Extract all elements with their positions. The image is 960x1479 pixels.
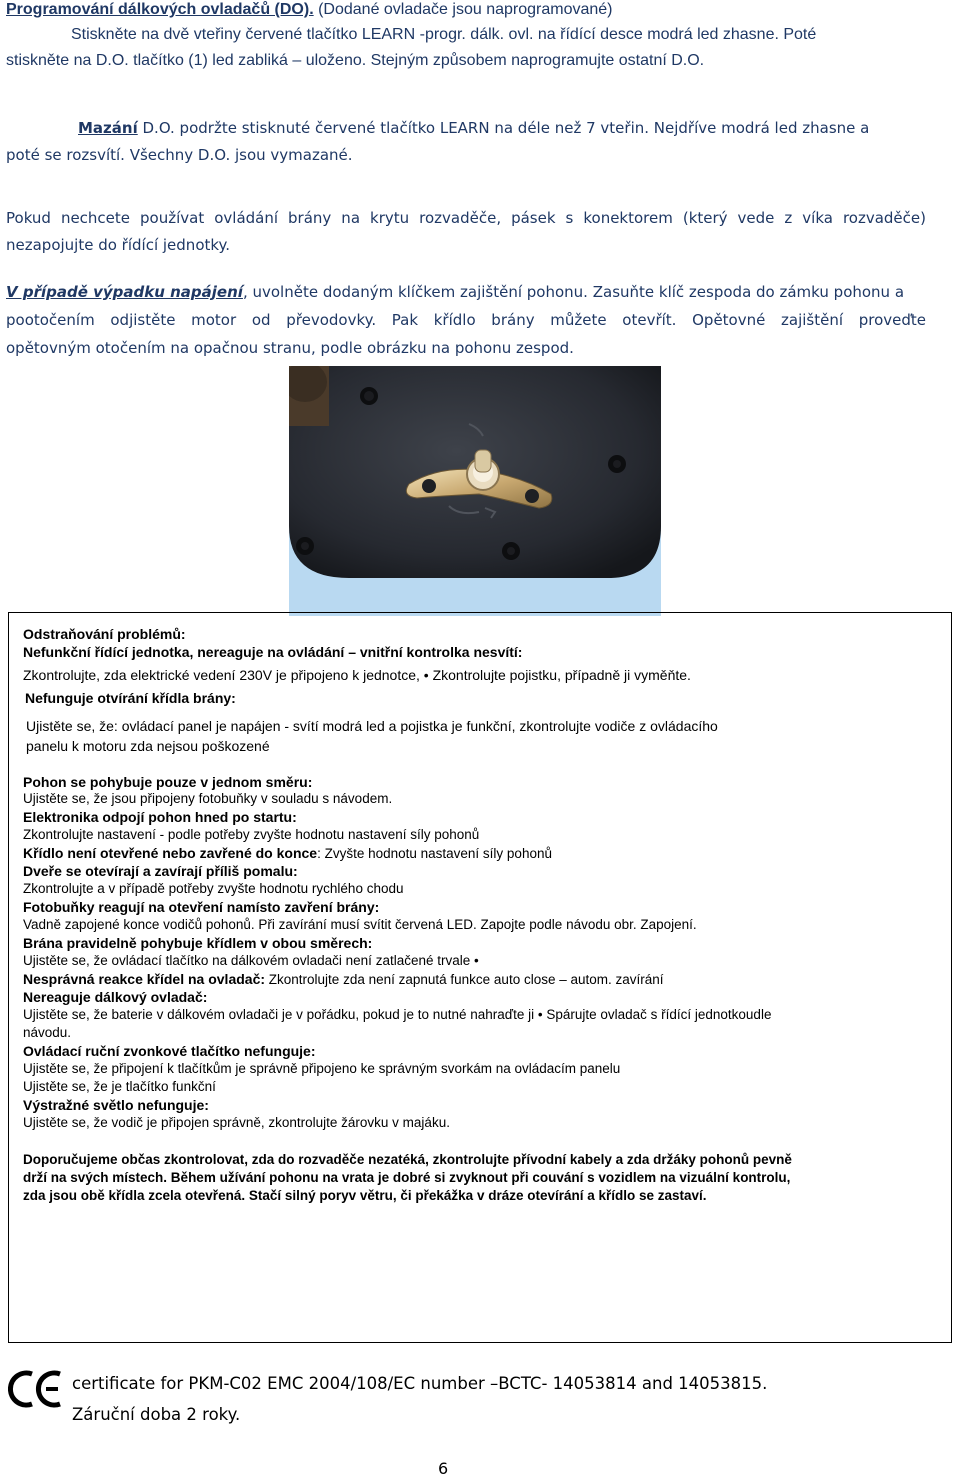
power-line-2: pootočením odjistěte motor od převodovky. Pak křídlo brány můžete otevřít. Opětovné zajištění proveďte (6, 311, 926, 329)
remote-title: Programování dálkových ovladačů (DO). (6, 1, 314, 18)
issue-bell-button-heading: Ovládací ruční zvonkové tlačítko nefunguje: (23, 1043, 316, 1059)
remote-title-line (6, 0, 613, 20)
recommendation-line-1: Doporučujeme občas zkontrolovat, zda do rozvaděče nezatéká, zkontrolujte přívodní kabely a zda držáky pohonů pevně (23, 1152, 792, 1167)
cover-line-2: nezapojujte do řídící jednotky. (6, 236, 231, 254)
cover-line-1: Pokud nechcete používat ovládání brány na krytu rozvaděče, pásek s konektorem (který vede z víka rozvaděče) (6, 209, 926, 227)
issue-not-fully-line (23, 844, 552, 863)
power-line-1 (6, 282, 904, 302)
issue-opening-text-2: panelu k motoru zda nejsou poškozené (26, 738, 270, 754)
recommendation-line-2: drží na svých místech. Během užívání pohonu na vrata je dobré si zvyknout při couvání s vozidlem na vizuální kontrolu, (23, 1170, 791, 1185)
issue-opening-text-1: Ujistěte se, že: ovládací panel je napájen - svítí modrá led a pojistka je funkční, zkontrolujte vodiče z ovládacího (26, 718, 718, 734)
remote-line-1: Stiskněte na dvě vteřiny červené tlačítko LEARN -progr. dálk. ovl. na řídící desce modrá led zhasne. Poté (71, 26, 817, 43)
issue-remote-text-1: Ujistěte se, že baterie v dálkovém ovladači je v pořádku, pokud je to nutné nahraďte ji • Spárujte ovladač s řídící jednotkoudle (23, 1007, 772, 1022)
issue-disconnect-heading: Elektronika odpojí pohon hned po startu: (23, 809, 297, 825)
issue-wrong-reaction-heading: Nesprávná reakce křídel na ovladač: (23, 971, 266, 987)
issue-slow-heading: Dveře se otevírají a zavírají příliš pomalu: (23, 863, 298, 879)
ce-mark-logo (8, 1368, 66, 1410)
issue-wrong-reaction-line (23, 970, 664, 989)
issue-remote-heading: Nereaguje dálkový ovladač: (23, 989, 208, 1005)
trouble-heading: Odstraňování problémů: (23, 626, 186, 642)
warranty-text: Záruční doba 2 roky. (72, 1405, 241, 1424)
issue-photocells-heading: Fotobuňky reagují na otevření namísto zavření brány: (23, 899, 380, 915)
remote-line-2: stiskněte na D.O. tlačítko (1) led zabliká – uloženo. Stejným způsobem naprogramujte ostatní D.O. (6, 52, 705, 69)
issue-not-fully-text: : Zvyšte hodnotu nastavení síly pohonů (317, 846, 552, 861)
page-number: 6 (438, 1459, 449, 1478)
ce-mark-icon (8, 1368, 66, 1410)
issue-not-fully-heading: Křídlo není otevřené nebo zavřené do konce (23, 845, 318, 861)
issue-warning-light-heading: Výstražné světlo nefunguje: (23, 1097, 209, 1113)
issue-bell-button-text-1: Ujistěte se, že připojení k tlačítkům je správně připojeno ke správným svorkám na ovládacím panelu (23, 1061, 621, 1076)
power-text: , uvolněte dodaným klíčkem zajištění pohonu. Zasuňte klíč zespoda do zámku pohonu a (242, 283, 905, 301)
power-line-3: opětovným otočením na opačnou stranu, podle obrázku na pohonu zespod. (6, 339, 574, 357)
erase-line-2: poté se rozsvítí. Všechny D.O. jsou vymazané. (6, 146, 353, 164)
motor-photo-image (289, 366, 661, 616)
issue-control-unit-heading: Nefunkční řídící jednotka, nereaguje na ovládání – vnitřní kontrolka nesvítí: (23, 644, 523, 660)
issue-both-directions-text: Ujistěte se, že ovládací tlačítko na dálkovém ovladači není zatlačené trvale • (23, 953, 479, 968)
motor-release-key-photo (289, 366, 661, 616)
erase-line-1 (78, 118, 869, 138)
issue-both-directions-heading: Brána pravidelně pohybuje křídlem v obou směrech: (23, 935, 373, 951)
issue-wrong-reaction-text: Zkontrolujte zda není zapnutá funkce auto close – autom. zavírání (265, 972, 664, 987)
issue-one-direction-heading: Pohon se pohybuje pouze v jednom směru: (23, 774, 313, 790)
issue-disconnect-text: Zkontrolujte nastavení - podle potřeby zvyšte hodnotu nastavení síly pohonů (23, 827, 480, 842)
remote-title-note: (Dodané ovladače jsou naprogramované) (313, 1, 613, 18)
issue-control-unit-text: Zkontrolujte, zda elektrické vedení 230V je připojeno k jednotce, • Zkontrolujte pojistku, případně ji vyměňte. (23, 667, 691, 683)
issue-one-direction-text: Ujistěte se, že jsou připojeny fotobuňky v souladu s návodem. (23, 791, 393, 806)
issue-remote-text-2: návodu. (23, 1025, 72, 1040)
issue-slow-text: Zkontrolujte a v případě potřeby zvyšte hodnotu rychlého chodu (23, 881, 404, 896)
issue-opening-heading: Nefunguje otvírání křídla brány: (25, 690, 236, 706)
erase-text: D.O. podržte stisknuté červené tlačítko LEARN na déle než 7 vteřin. Nejdříve modrá led zhasne a (137, 119, 870, 137)
certificate-text: certificate for PKM-C02 EMC 2004/108/EC number –BCTC- 14053814 and 14053815. (72, 1374, 768, 1393)
erase-label: Mazání (78, 119, 138, 137)
issue-bell-button-text-2: Ujistěte se, že je tlačítko funkční (23, 1079, 216, 1094)
power-label: V případě výpadku napájení (6, 283, 243, 301)
recommendation-line-3: zda jsou obě křídla zcela otevřená. Stačí silný poryv větru, či překážka v dráze otevírání a křídlo se zastaví. (23, 1188, 707, 1203)
issue-photocells-text: Vadně zapojené konce vodičů pohonů. Při zavírání musí svítit červená LED. Zapojte podle návodu obr. Zapojení. (23, 917, 697, 932)
issue-warning-light-text: Ujistěte se, že vodič je připojen správně, zkontrolujte žárovku v majáku. (23, 1115, 450, 1130)
